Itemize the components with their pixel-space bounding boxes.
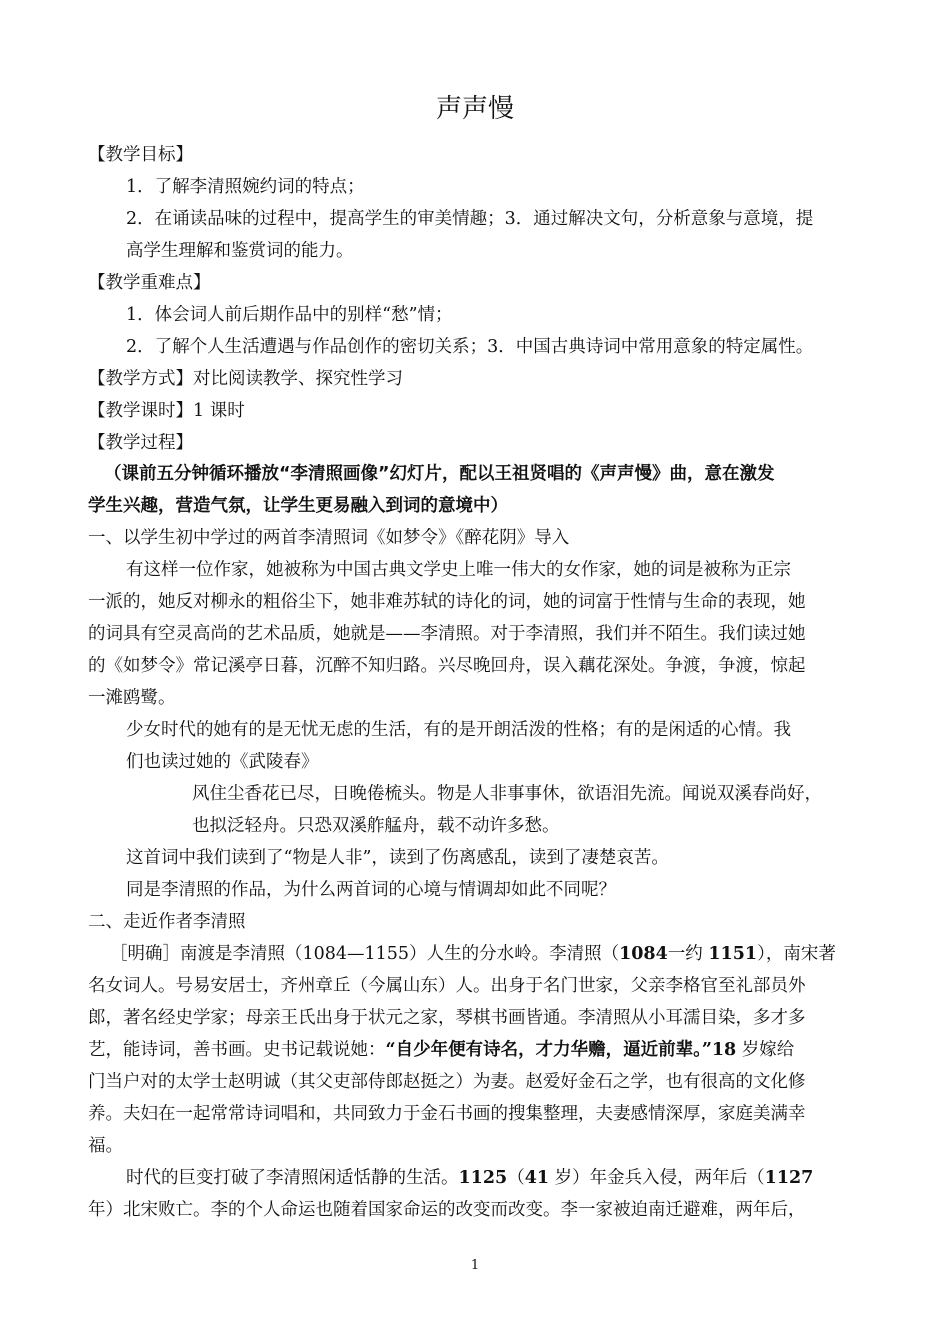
text-run: 岁）年金兵入侵，两年后（ — [549, 1168, 765, 1188]
year-run: 1125 — [458, 1168, 508, 1188]
page-number: 1 — [470, 1258, 480, 1273]
paragraph-line: 们也读过她的《武陵春》 — [126, 752, 319, 772]
year-run: 1084 — [619, 944, 668, 964]
paragraph-line — [126, 1166, 813, 1190]
text-run: （ — [507, 1168, 525, 1188]
text-run: 时代的巨变打破了李清照闲适恬静的生活。 — [126, 1168, 459, 1188]
year-run: 1127 — [764, 1168, 814, 1188]
keypoints-heading: 【教学重难点】 — [88, 273, 211, 293]
paragraph-line: 一滩鸥鹭。 — [88, 688, 176, 708]
paragraph-line: 少女时代的她有的是无忧无虑的生活，有的是开朗活泼的性格；有的是闲适的心情。我 — [126, 720, 791, 740]
paragraph-line: 同是李清照的作品，为什么两首词的心境与情调却如此不同呢？ — [126, 880, 616, 900]
paragraph-line: 的词具有空灵高尚的艺术品质，她就是——李清照。对于李清照，我们并不陌生。我们读过她 — [88, 624, 806, 644]
paragraph-line: 门当户对的太学士赵明诚（其父吏部侍郎赵挺之）为妻。赵爱好金石之学，也有很高的文化修 — [88, 1072, 806, 1092]
quote-run: “自少年便有诗名，才力华赡，逼近前辈。”18 — [385, 1040, 737, 1060]
paragraph-line — [88, 1038, 794, 1062]
prelude-note: （课前五分钟循环播放“李清照画像”幻灯片，配以王祖贤唱的《声声慢》曲，意在激发 — [104, 464, 775, 484]
text-run: ），南宋著 — [757, 944, 836, 964]
text-run: 艺，能诗词，善书画。史书记载说她： — [88, 1040, 386, 1060]
keypoint-item: 1．体会词人前后期作品中的别样“愁”情； — [126, 305, 453, 325]
paragraph-line: 的《如梦令》常记溪亭日暮，沉醉不知归路。兴尽晚回舟，误入藕花深处。争渡，争渡，惊起 — [88, 656, 806, 676]
paragraph-line: 郎，著名经史学家；母亲王氏出身于状元之家，琴棋书画皆通。李清照从小耳濡目染，多才多 — [88, 1008, 806, 1028]
text-run: ［明确］南渡是李清照（1084—1155）人生的分水岭。李清照（ — [110, 944, 620, 964]
objectives-heading: 【教学目标】 — [88, 145, 193, 165]
section1-heading: 一、以学生初中学过的两首李清照词《如梦令》《醉花阴》导入 — [88, 528, 570, 548]
paragraph-line — [110, 942, 836, 966]
text-run: 岁嫁给 — [736, 1040, 795, 1060]
poem-line: 也拟泛轻舟。只恐双溪舴艋舟，载不动许多愁。 — [192, 816, 560, 836]
objective-item: 1．了解李清照婉约词的特点； — [126, 177, 365, 197]
section2-heading: 二、走近作者李清照 — [88, 912, 246, 932]
poem-line: 风住尘香花已尽，日晚倦梳头。物是人非事事休，欲语泪先流。闻说双溪春尚好， — [192, 784, 822, 804]
paragraph-line: 养。夫妇在一起常常诗词唱和，共同致力于金石书画的搜集整理，夫妻感情深厚，家庭美满幸 — [88, 1104, 806, 1124]
objective-item-continued: 高学生理解和鉴赏词的能力。 — [126, 241, 354, 261]
keypoint-item: 2．了解个人生活遭遇与作品创作的密切关系；3．中国古典诗词中常用意象的特定属性。 — [126, 337, 814, 357]
paragraph-line: 有这样一位作家，她被称为中国古典文学史上唯一伟大的女作家，她的词是被称为正宗 — [126, 560, 791, 580]
text-run: 一约 — [667, 944, 709, 964]
paragraph-line: 福。 — [88, 1136, 123, 1156]
prelude-note-continued: 学生兴趣，营造气氛，让学生更易融入到词的意境中） — [88, 496, 508, 516]
teaching-method: 【教学方式】对比阅读教学、探究性学习 — [88, 369, 403, 389]
page-title: 声声慢 — [435, 94, 514, 124]
paragraph-line: 年）北宋败亡。李的个人命运也随着国家命运的改变而改变。李一家被迫南迁避难，两年后， — [88, 1200, 806, 1220]
age-run: 41 — [524, 1168, 550, 1188]
objective-item: 2．在诵读品味的过程中，提高学生的审美情趣；3．通过解决文句，分析意象与意境，提 — [126, 209, 814, 229]
year-run: 1151 — [708, 944, 758, 964]
process-heading: 【教学过程】 — [88, 433, 193, 453]
paragraph-line: 名女词人。号易安居士，齐州章丘（今属山东）人。出身于名门世家，父亲李格官至礼部员外 — [88, 976, 806, 996]
teaching-hours: 【教学课时】1 课时 — [88, 401, 245, 421]
paragraph-line: 一派的，她反对柳永的粗俗尘下，她非难苏轼的诗化的词，她的词富于性情与生命的表现，她 — [88, 592, 806, 612]
paragraph-line: 这首词中我们读到了“物是人非”，读到了伤离感乱，读到了凄楚哀苦。 — [126, 848, 669, 868]
